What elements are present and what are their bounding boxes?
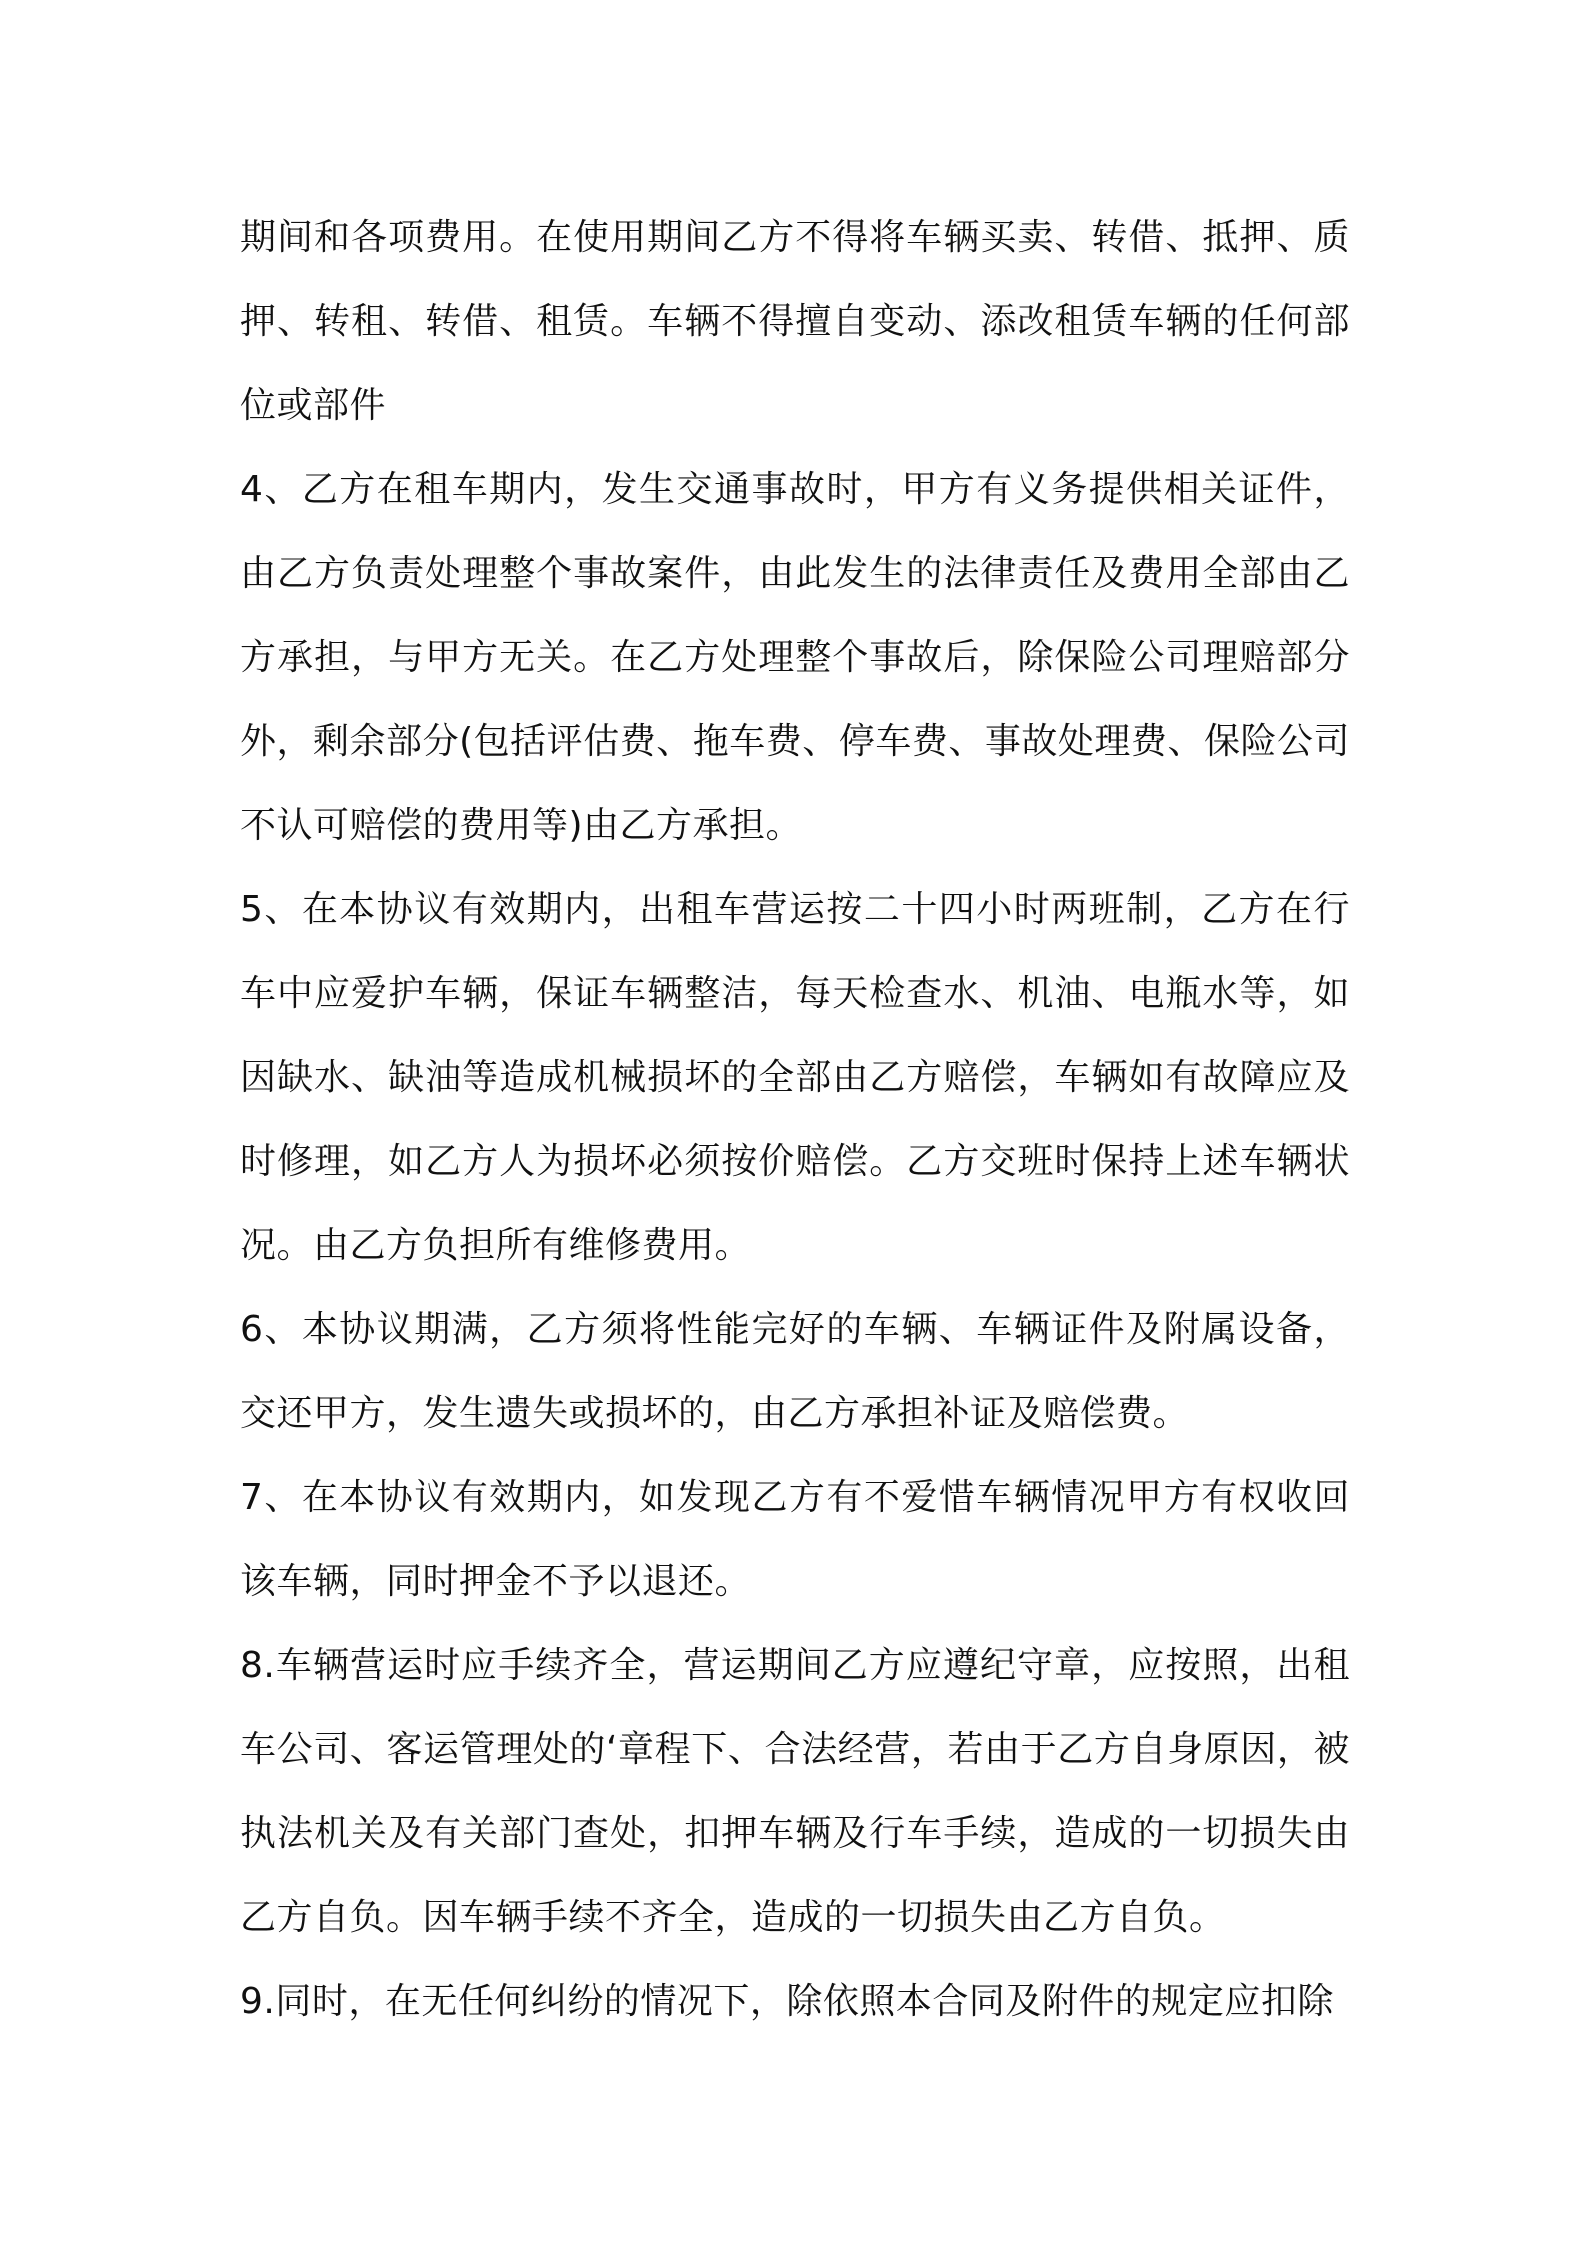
clause-6: 6、本协议期满，乙方须将性能完好的车辆、车辆证件及附属设备，交还甲方，发生遗失或损坏的，由乙方承担补证及赔偿费。 <box>240 1309 1350 1434</box>
paragraph-continuation: 期间和各项费用。在使用期间乙方不得将车辆买卖、转借、抵押、质押、转租、转借、租赁。车辆不得擅自变动、添改租赁车辆的任何部位或部件 <box>240 217 1350 426</box>
clause-7: 7、在本协议有效期内，如发现乙方有不爱惜车辆情况甲方有权收回该车辆，同时押金不予以退还。 <box>240 1477 1350 1602</box>
clause-5: 5、在本协议有效期内，出租车营运按二十四小时两班制，乙方在行车中应爱护车辆，保证车辆整洁，每天检查水、机油、电瓶水等，如因缺水、缺油等造成机械损坏的全部由乙方赔偿，车辆如有故障应及时修理，如乙方人为损坏必须按价赔偿。乙方交班时保持上述车辆状况。由乙方负担所有维修费用。 <box>240 889 1350 1266</box>
clause-4: 4、乙方在租车期内，发生交通事故时，甲方有义务提供相关证件，由乙方负责处理整个事故案件，由此发生的法律责任及费用全部由乙方承担，与甲方无关。在乙方处理整个事故后，除保险公司理赔部分外，剩余部分(包括评估费、拖车费、停车费、事故处理费、保险公司不认可赔偿的费用等)由乙方承担。 <box>240 469 1350 846</box>
clause-9: 9.同时，在无任何纠纷的情况下，除依照本合同及附件的规定应扣除 <box>240 1981 1334 2022</box>
clause-8: 8.车辆营运时应手续齐全，营运期间乙方应遵纪守章，应按照，出租车公司、客运管理处的‘章程下、合法经营，若由于乙方自身原因，被执法机关及有关部门查处，扣押车辆及行车手续，造成的一切损失由乙方自负。因车辆手续不齐全，造成的一切损失由乙方自负。 <box>240 1645 1350 1938</box>
document-body <box>240 196 1350 2044</box>
